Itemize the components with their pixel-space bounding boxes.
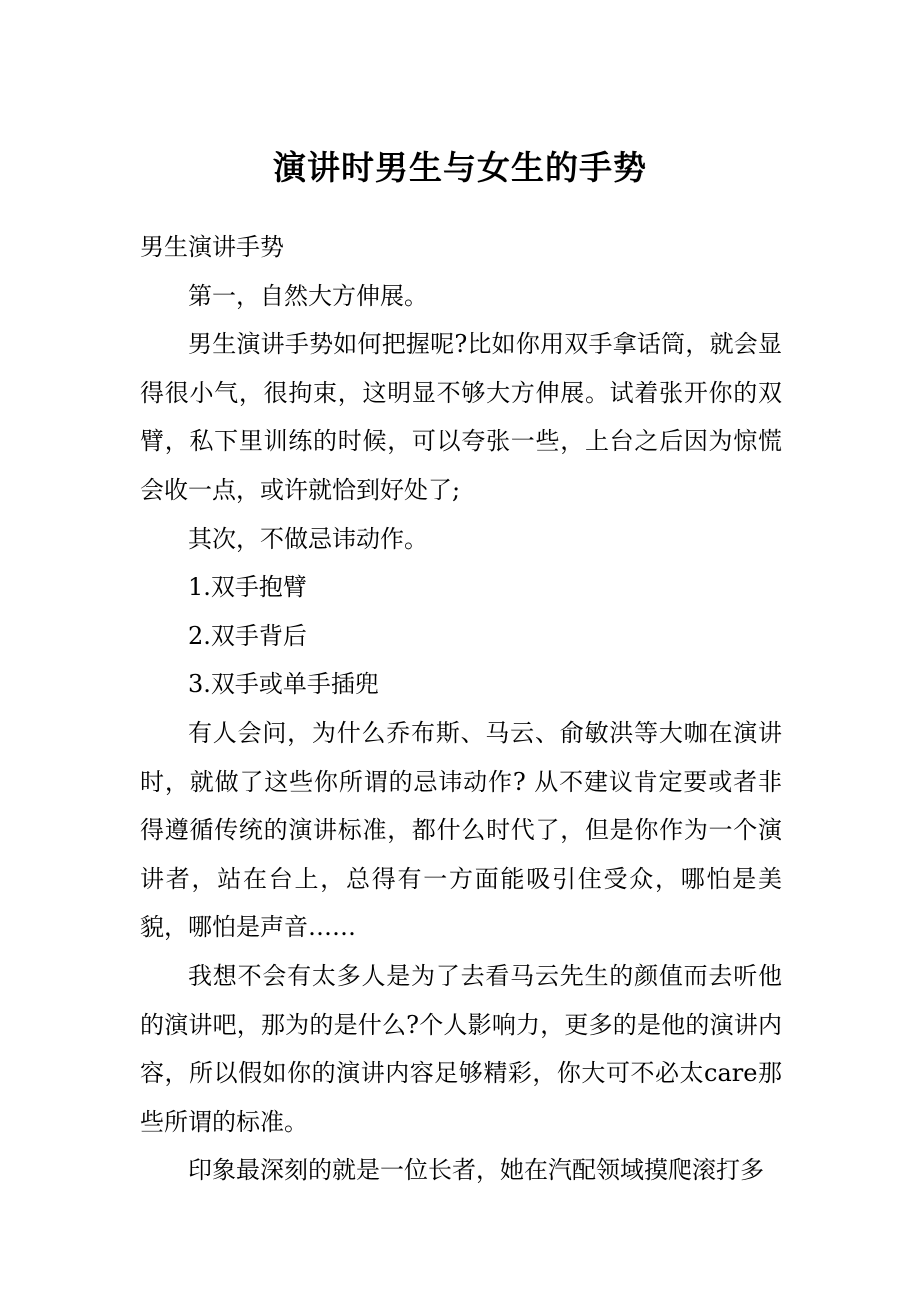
paragraph: 印象最深刻的就是一位长者，她在汽配领域摸爬滚打多: [188, 1156, 764, 1185]
paragraph: 第一，自然大方伸展。: [188, 281, 428, 310]
document-body: [140, 223, 782, 1195]
list-item: 2.双手背后: [188, 621, 307, 650]
list-item: 3.双手或单手插兜: [188, 670, 379, 699]
list-item: 1.双手抱臂: [188, 573, 307, 602]
paragraph: 其次，不做忌讳动作。: [188, 524, 428, 553]
paragraph: 有人会问，为什么乔布斯、马云、俞敏洪等大咖在演讲时，就做了这些你所谓的忌讳动作? 从不建议肯定要或者非得遵循传统的演讲标准，都什么时代了，但是你作为一个演讲者，站在台上，总得有一方面能吸引住受众，哪怕是美貌，哪怕是声音……: [140, 718, 782, 942]
paragraph: 男生演讲手势如何把握呢?比如你用双手拿话筒，就会显得很小气，很拘束，这明显不够大方伸展。试着张开你的双臂，私下里训练的时候，可以夸张一些，上台之后因为惊慌会收一点，或许就恰到好处了;: [140, 330, 782, 504]
document-title: 演讲时男生与女生的手势: [273, 148, 647, 187]
paragraph: 我想不会有太多人是为了去看马云先生的颜值而去听他的演讲吧，那为的是什么?个人影响力，更多的是他的演讲内容，所以假如你的演讲内容足够精彩，你大可不必太care那些所谓的标准。: [140, 961, 782, 1136]
section-heading: 男生演讲手势: [140, 233, 284, 261]
